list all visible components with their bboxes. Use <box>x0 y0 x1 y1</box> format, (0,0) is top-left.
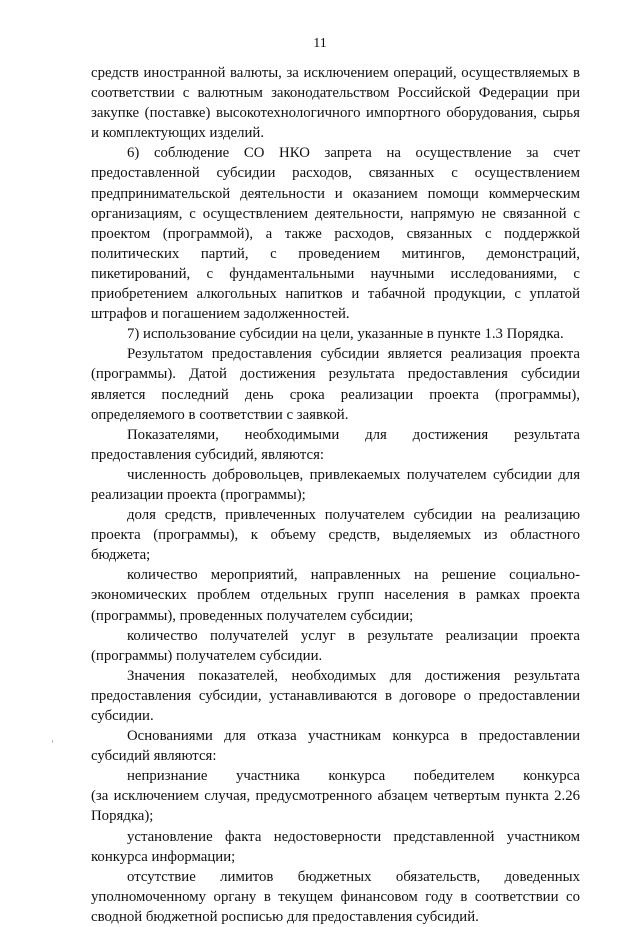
paragraph-refusal-no-limits: отсутствие лимитов бюджетных обязательств, доведенных уполномоченному органу в текущем финансовом году в соответствии со сводной бюджетной росписью для предоставления субсидий. <box>91 868 580 925</box>
paragraph-indicator-events-count: количество мероприятий, направленных на решение социально-экономических проблем отдельных групп населения в рамках проекта (программы), проведенных получателем субсидии; <box>91 567 580 624</box>
paragraph-refusal-grounds-intro: Основаниями для отказа участникам конкурса в предоставлении субсидий являются: <box>91 728 580 765</box>
paragraph-currency-exception: средств иностранной валюты, за исключением операций, осуществляемых в соответствии с валютным законодательством Российской Федерации при закупке (поставке) высокотехнологичного импортного оборудования, сырья и комплектующих изделий. <box>91 65 580 142</box>
paragraph-indicators-intro: Показателями, необходимыми для достижения результата предоставления субсидий, являются: <box>91 426 580 463</box>
paragraph-indicator-recipients-count: количество получателей услуг в результате реализации проекта (программы) получателем субсидии. <box>91 627 580 664</box>
page-number: 11 <box>313 36 327 51</box>
paragraph-indicator-values: Значения показателей, необходимых для достижения результата предоставления субсидии, устанавливаются в договоре о предоставлении субсидии. <box>91 667 580 724</box>
scan-artifact-mark <box>52 740 53 743</box>
paragraph-indicator-volunteers: численность добровольцев, привлекаемых получателем субсидии для реализации проекта (программы); <box>91 466 580 503</box>
paragraph-item-6-prohibition: 6) соблюдение СО НКО запрета на осуществление за счет предоставленной субсидии расходов, связанных с осуществлением предпринимательской деятельности и оказанием помощи коммерческим организациям, с осуществлением деятельности, напрямую не связанной с проектом (программой), а также расходов, связанных с поддержкой политических партий, с проведением митингов, демонстраций, пикетирований, с фундаментальными научными исследованиями, с приобретением алкогольных напитков и табачной продукции, с уплатой штрафов и погашением задолженностей. <box>91 145 580 323</box>
paragraph-refusal-false-info: установление факта недостоверности представленной участником конкурса информации; <box>91 828 580 865</box>
paragraph-item-7-purpose: 7) использование субсидии на цели, указанные в пункте 1.3 Порядка. <box>127 326 564 343</box>
paragraph-subsidy-result: Результатом предоставления субсидии является реализация проекта (программы). Датой достижения результата предоставления субсидии является последний день срока реализации проекта (программы), определяемого в соответствии с заявкой. <box>91 346 580 423</box>
paragraph-indicator-funds-share: доля средств, привлеченных получателем субсидии на реализацию проекта (программы), к объему средств, выделяемых из областного бюджета; <box>91 507 580 564</box>
document-body <box>91 63 580 927</box>
paragraph-refusal-not-winner: непризнание участника конкурса победителем конкурса <box>127 768 580 785</box>
paragraph-refusal-not-winner-cont: (за исключением случая, предусмотренного абзацем четвертым пункта 2.26 Порядка); <box>91 788 580 825</box>
